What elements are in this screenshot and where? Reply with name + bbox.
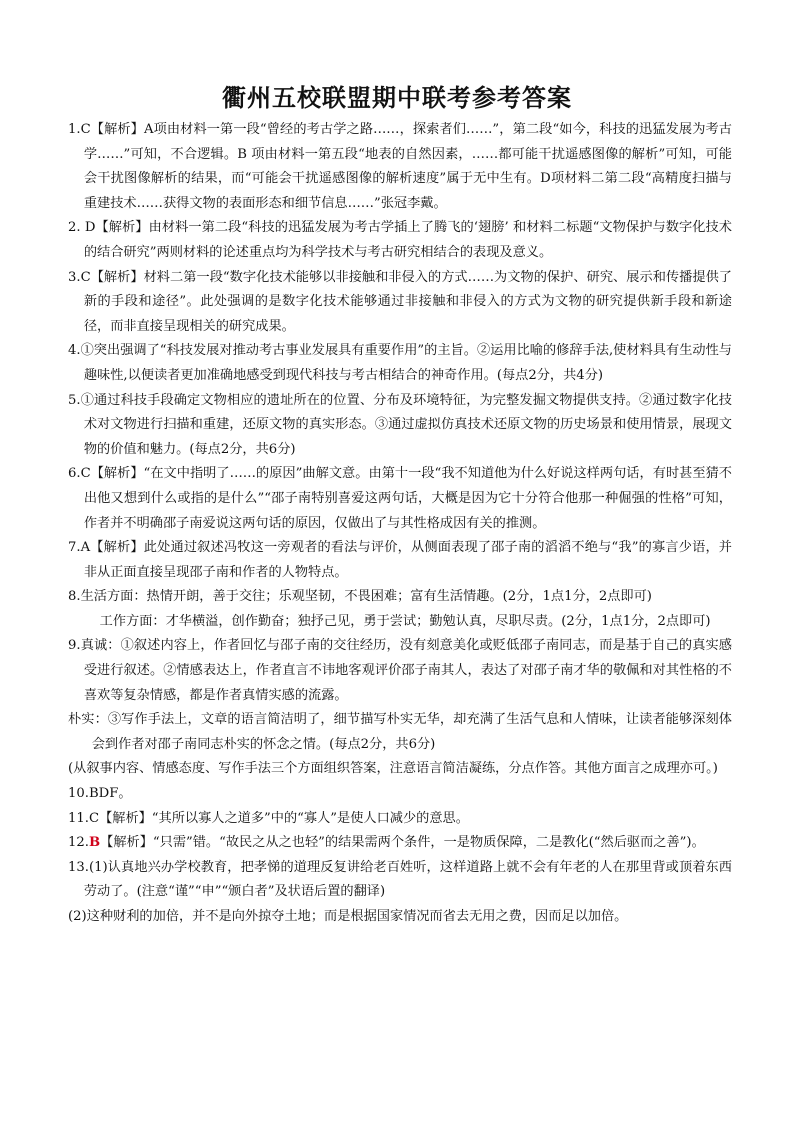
answer-13-part2: (2)这种财利的加倍，并不是向外掠夺土地；而是根据国家情况而省去无用之费，因而足以加倍。 xyxy=(68,909,628,924)
answer-8-work: 工作方面：才华横溢，创作勤奋；独抒己见，勇于尝试；勤勉认真，尽职尽责。(2分，1点1分，2点即可) xyxy=(99,613,711,629)
answer-12-number: 12. xyxy=(68,835,89,851)
answer-2: 2. D【解析】由材料一第二段“科技的迅猛发展为考古学插上了腾飞的‘翅膀’ 和材料二标题“文物保护与数字化技术的结合研究”两则材料的论述重点均为科学技术与考古研究相结合的表现及意义。 xyxy=(68,220,732,260)
answer-13-part1: 13.(1)认真地兴办学校教育，把孝悌的道理反复讲给老百姓听，这样道路上就不会有年老的人在那里背或顶着东西劳动了。(注意“谨”“申”“颁白者”及状语后置的翻译) xyxy=(68,859,732,900)
document-title: 衢州五校联盟期中联考参考答案 xyxy=(222,83,572,112)
answer-9-note: (从叙事内容、情感态度、写作手法三个方面组织答案，注意语言简洁凝练，分点作答。其他方面言之成理亦可。) xyxy=(68,761,718,777)
answer-5: 5.①通过科技手段确定文物相应的遗址所在的位置、分布及环境特征，为完整发掘文物提供支持。②通过数字化技术对文物进行扫描和重建，还原文物的真实形态。③通过虚拟仿真技术还原文物的历史场景和使用情景，展现文物的价值和魅力。(每点2分，共6分) xyxy=(68,392,732,457)
answer-body xyxy=(68,118,732,930)
answer-1: 1.C【解析】A项由材料一第一段“曾经的考古学之路……，探索者们……”，第二段“如今，科技的迅猛发展为考古学……”可知，不合逻辑。B 项由材料一第五段“地表的自然因素，……都可能干扰遥感图像的解析”可知，可能会干扰图像解析的结果，而“可能会干扰遥感图像的解析速度”属于无中生有。D项材料二第二段“高精度扫描与重建技术……获得文物的表面形态和细节信息……”张冠李戴。 xyxy=(68,122,732,211)
answer-11: 11.C【解析】“其所以寡人之道多”中的“寡人”是使人口减少的意思。 xyxy=(68,810,469,826)
answer-9-sincere: 9.真诚：①叙述内容上，作者回忆与邵子南的交往经历，没有刻意美化或贬低邵子南同志，而是基于自己的真实感受进行叙述。②情感表达上，作者直言不讳地客观评价邵子南其人，表达了对邵子南才华的敬佩和对其性格的不喜欢等复杂情感，都是作者真情实感的流露。 xyxy=(68,638,732,703)
answer-8-life: 8.生活方面：热情开朗，善于交往；乐观坚韧，不畏困难；富有生活情趣。(2分，1点1分，2点即可) xyxy=(68,589,652,605)
answer-12-choice: B xyxy=(88,835,101,851)
answer-12 xyxy=(68,831,732,856)
answer-4: 4.①突出强调了“科技发展对推动考古事业发展具有重要作用”的主旨。②运用比喻的修辞手法,使材料具有生动性与趣味性,以便读者更加准确地感受到现代科技与考古相结合的神奇作用。(每点2分，共4分) xyxy=(68,343,732,383)
answer-12-explanation: 【解析】“只需”错。“故民之从之也轻”的结果需两个条件，一是物质保障，二是教化(“然后驱而之善”)。 xyxy=(100,835,705,851)
answer-10: 10.BDF。 xyxy=(68,786,132,802)
answer-6: 6.C【解析】“在文中指明了……的原因”曲解文意。由第十一段“我不知道他为什么好说这样两句话，有时甚至猜不出他又想到什么或指的是什么”“邵子南特别喜爱这两句话，大概是因为它十分符合他那一种倔强的性格”可知，作者并不明确邵子南爱说这两句话的原因，仅做出了与其性格成因有关的推测。 xyxy=(68,466,732,531)
answer-7: 7.A【解析】此处通过叙述冯牧这一旁观者的看法与评价，从侧面表现了邵子南的滔滔不绝与“我”的寡言少语，并非从正面直接呈现邵子南和作者的人物特点。 xyxy=(68,540,732,580)
answer-3: 3.C【解析】材料二第一段“数字化技术能够以非接触和非侵入的方式……为文物的保护、研究、展示和传播提供了新的手段和途径”。此处强调的是数字化技术能够通过非接触和非侵入的方式为文物的研究提供新手段和新途径，而非直接呈现相关的研究成果。 xyxy=(68,269,732,334)
answer-9-plain: 朴实：③写作手法上，文章的语言简洁明了，细节描写朴实无华，却充满了生活气息和人情味，让读者能够深刻体会到作者对邵子南同志朴实的怀念之情。(每点2分，共6分) xyxy=(68,712,732,752)
